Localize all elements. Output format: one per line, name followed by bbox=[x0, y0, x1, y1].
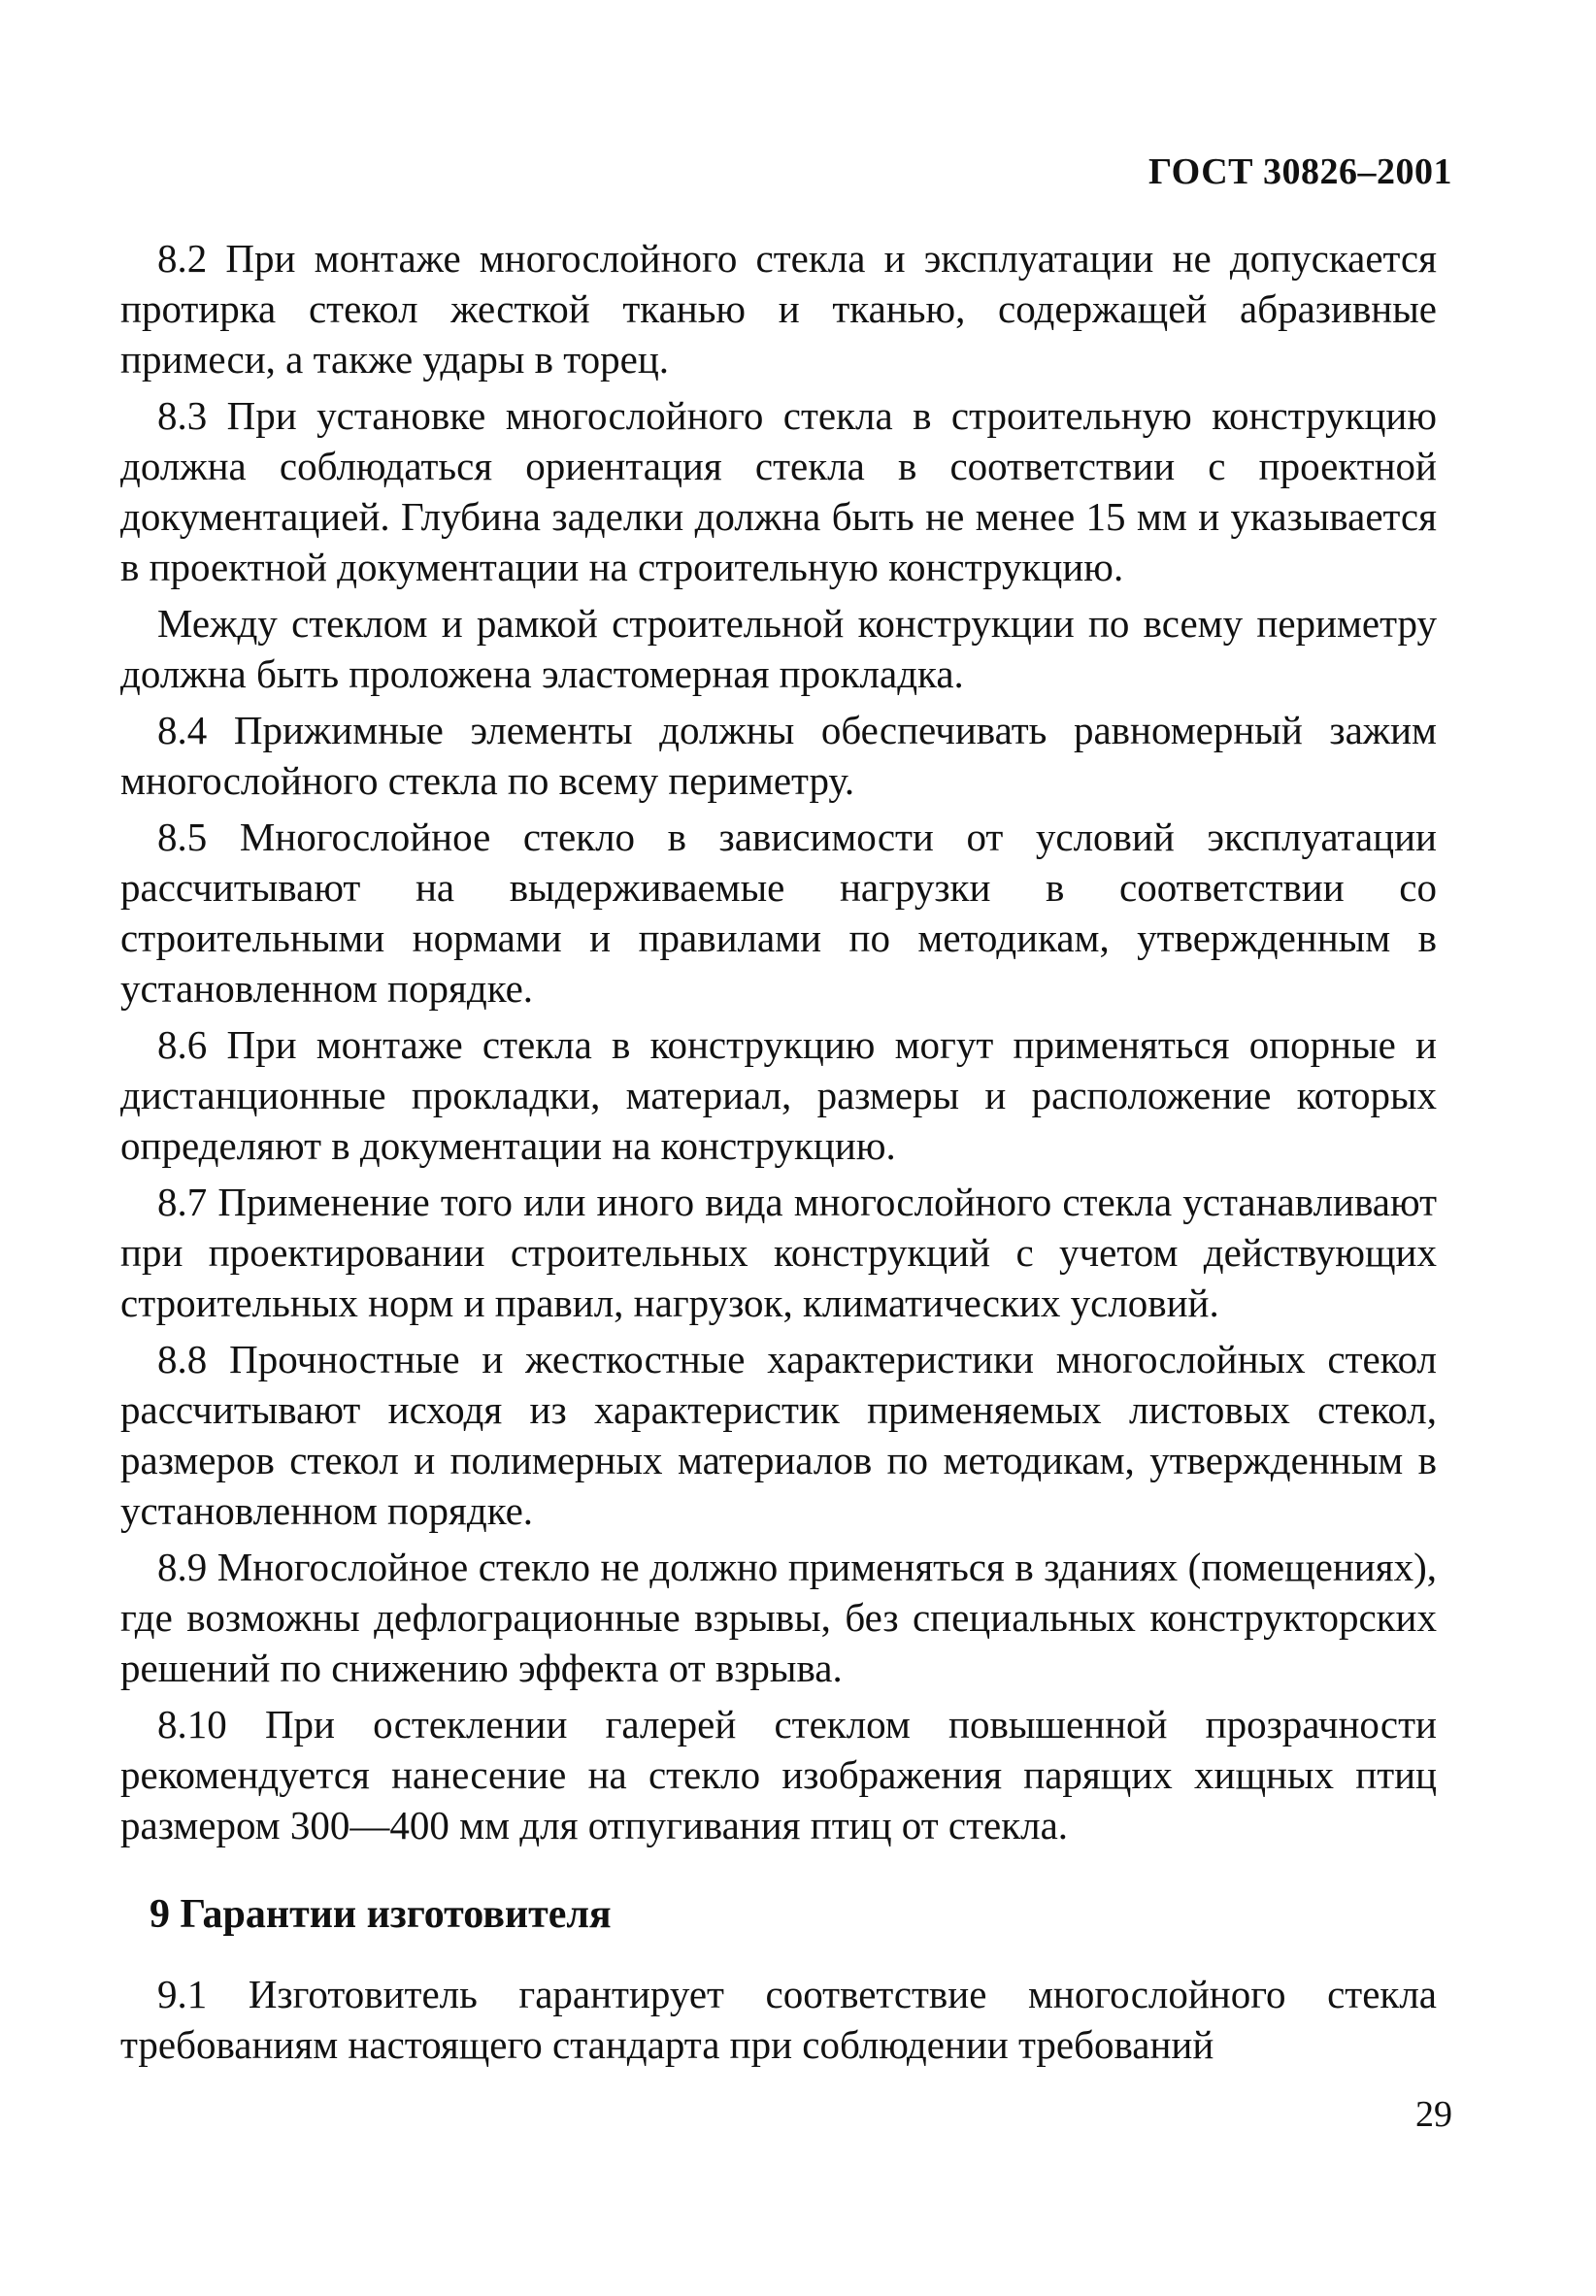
paragraph-8-7: 8.7 Применение того или иного вида многослойного стекла устанавливают при проектировании строительных конструкций с учетом действующих строительных норм и правил, нагрузок, климатических условий. bbox=[120, 1180, 1437, 1325]
document-code-header: ГОСТ 30826–2001 bbox=[1147, 151, 1452, 192]
paragraph-8-9: 8.9 Многослойное стекло не должно применяться в зданиях (помещениях), где возможны дефлограционные взрывы, без специальных конструкторских решений по снижению эффекта от взрыва. bbox=[120, 1545, 1437, 1690]
paragraph-9-1: 9.1 Изготовитель гарантирует соответствие многослойного стекла требованиям настоящего стандарта при соблюдении требований bbox=[120, 1972, 1437, 2067]
paragraph-8-3-cont: Между стеклом и рамкой строительной конструкции по всему периметру должна быть проложена эластомерная прокладка. bbox=[120, 601, 1437, 696]
paragraph-8-2: 8.2 При монтаже многослойного стекла и эксплуатации не допускается протирка стекол жесткой тканью и тканью, содержащей абразивные примеси, а также удары в торец. bbox=[120, 236, 1437, 382]
paragraph-8-10: 8.10 При остеклении галерей стеклом повышенной прозрачности рекомендуется нанесение на стекло изображения парящих хищных птиц размером 300—400 мм для отпугивания птиц от стекла. bbox=[120, 1702, 1437, 1847]
page-number: 29 bbox=[1415, 2094, 1452, 2135]
paragraph-8-4: 8.4 Прижимные элементы должны обеспечивать равномерный зажим многослойного стекла по всему периметру. bbox=[120, 708, 1437, 803]
paragraph-8-3: 8.3 При установке многослойного стекла в строительную конструкцию должна соблюдаться ориентация стекла в соответствии с проектной документацией. Глубина заделки должна быть не менее 15 мм и указывается в проектной документации на строительную конструкцию. bbox=[120, 393, 1437, 589]
section-9-heading: 9 Гарантии изготовителя bbox=[150, 1892, 612, 1937]
body-text bbox=[120, 233, 1437, 2076]
paragraph-8-6: 8.6 При монтаже стекла в конструкцию могут применяться опорные и дистанционные прокладки, материал, размеры и расположение которых определяют в документации на конструкцию. bbox=[120, 1022, 1437, 1168]
paragraph-8-5: 8.5 Многослойное стекло в зависимости от условий эксплуатации рассчитывают на выдерживаемые нагрузки в соответствии со строительными нормами и правилами по методикам, утвержденным в установленном порядке. bbox=[120, 815, 1437, 1011]
paragraph-8-8: 8.8 Прочностные и жесткостные характеристики многослойных стекол рассчитывают исходя из характеристик применяемых листовых стекол, размеров стекол и полимерных материалов по методикам, утвержденным в установленном порядке. bbox=[120, 1337, 1437, 1533]
